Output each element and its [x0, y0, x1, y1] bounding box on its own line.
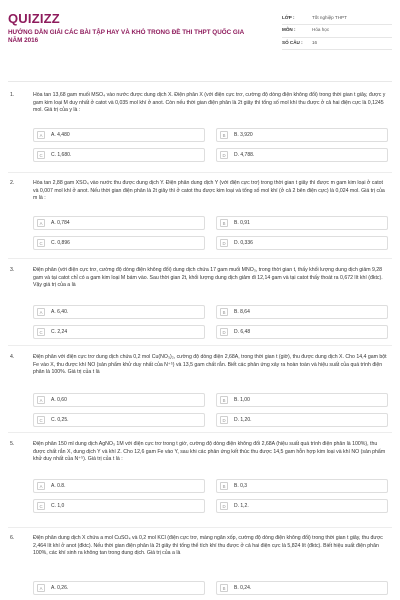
option-text: D. 1,20. — [234, 417, 252, 423]
option-text: D. 6,48 — [234, 329, 251, 335]
question-divider — [8, 432, 392, 433]
question-number: 2. — [10, 180, 15, 186]
option-letter: A — [37, 396, 45, 404]
meta-label: MÔN : — [282, 27, 296, 33]
question-number: 1. — [10, 92, 15, 98]
option-text: B. 0,91 — [234, 220, 250, 226]
option-text: A. 0,784 — [51, 220, 70, 226]
option-a[interactable] — [33, 128, 205, 142]
option-text: D. 1,2. — [234, 503, 249, 509]
option-c[interactable] — [33, 236, 205, 250]
option-c[interactable] — [33, 148, 205, 162]
option-d[interactable] — [216, 413, 388, 427]
option-b[interactable] — [216, 581, 388, 595]
question-number: 3. — [10, 267, 15, 273]
meta-row-subject — [282, 25, 392, 37]
option-text: C. 1,0 — [51, 503, 65, 509]
option-text: A. 6,40. — [51, 309, 69, 315]
option-text: C. 0,25. — [51, 417, 69, 423]
question-divider — [8, 172, 392, 173]
option-b[interactable] — [216, 216, 388, 230]
option-text: D. 4,788. — [234, 152, 255, 158]
option-a[interactable] — [33, 479, 205, 493]
option-a[interactable] — [33, 305, 205, 319]
option-text: B. 0,24. — [234, 585, 252, 591]
question-text: Điện phân 150 ml dung dịch AgNO₃ 1M với điện cực trơ trong t giờ, cường độ dòng điện không đổi 2,68A (hiệu suất quá trình điện phân là 100%), thu được chất rắn X, dung dịch Y và khí Z. Cho 12,6 gam Fe vào Y, sau khi các phản ứng kết thúc thu được 14,5 gam hỗn hợp kim loại và khí NO (sản phẩm khử duy nhất của N⁺⁵). Giá trị của t là : — [33, 441, 386, 463]
option-text: A. 0,26. — [51, 585, 69, 591]
option-letter: C — [37, 416, 45, 424]
meta-value: 16 — [312, 39, 318, 45]
option-letter: D — [220, 328, 228, 336]
option-c[interactable] — [33, 325, 205, 339]
option-letter: C — [37, 328, 45, 336]
question-number: 5. — [10, 441, 15, 447]
option-b[interactable] — [216, 393, 388, 407]
meta-row-count — [282, 38, 392, 50]
option-a[interactable] — [33, 581, 205, 595]
quizizz-logo: QUIZIZZ — [8, 11, 60, 26]
option-text: A. 0,60 — [51, 397, 67, 403]
option-letter: A — [37, 131, 45, 139]
option-letter: A — [37, 219, 45, 227]
question-divider — [8, 527, 392, 528]
option-letter: B — [220, 584, 228, 592]
option-letter: D — [220, 151, 228, 159]
option-letter: D — [220, 416, 228, 424]
question-text: Hòa tan 2,88 gam XSO₄ vào nước thu được dung dịch Y. Điện phân dung dịch Y (với điện cực trơ) trong thời gian t giây thì được m gam kim loại ở catot và 0,007 mol khí ở anot. Nếu thời gian điện phân là 2t giây thì ở catot thu được kim loại và tổng số mol khí (ở cả 2 bên điện cực) là 0,024 mol. Giá trị của m là : — [33, 180, 385, 202]
option-d[interactable] — [216, 148, 388, 162]
option-b[interactable] — [216, 479, 388, 493]
option-text: D. 0,336 — [234, 240, 253, 246]
meta-value: Tốt nghiệp THPT — [312, 15, 347, 20]
option-text: C. 0,896 — [51, 240, 70, 246]
header-divider — [8, 81, 392, 82]
option-d[interactable] — [216, 236, 388, 250]
option-letter: D — [220, 239, 228, 247]
option-text: A. 0.8. — [51, 483, 66, 489]
option-text: B. 8,64 — [234, 309, 250, 315]
option-b[interactable] — [216, 128, 388, 142]
option-letter: C — [37, 239, 45, 247]
option-letter: A — [37, 308, 45, 316]
meta-label: SỐ CÂU : — [282, 39, 303, 45]
option-text: C. 1,680. — [51, 152, 72, 158]
meta-value: Hóa học — [312, 27, 330, 33]
page-title: HƯỚNG DẪN GIẢI CÁC BÀI TẬP HAY VÀ KHÓ TRONG ĐỀ THI THPT QUỐC GIA NĂM 2016 — [8, 29, 244, 45]
option-letter: B — [220, 131, 228, 139]
option-c[interactable] — [33, 499, 205, 513]
option-letter: B — [220, 482, 228, 490]
option-letter: C — [37, 502, 45, 510]
worksheet-meta — [282, 13, 392, 50]
option-letter: B — [220, 219, 228, 227]
worksheet-header — [0, 0, 400, 70]
option-letter: D — [220, 502, 228, 510]
option-text: A. 4,480 — [51, 132, 70, 138]
option-a[interactable] — [33, 393, 205, 407]
question-text: Điện phân với điện cực trơ dung dịch chứa 0,2 mol Cu(NO₃)₂, cường độ dòng điện 2,68A, trong thời gian t (giờ), thu được dung dịch X. Cho 14,4 gam bột Fe vào X, thu được khí NO (sản phẩm khử duy nhất của N⁺⁵) và 13,5 gam chất rắn. Biết các phản ứng xảy ra hoàn toàn và hiệu suất của quá trình điện phân là 100%. Giá trị của t là — [33, 354, 387, 376]
meta-row-class — [282, 13, 392, 25]
question-divider — [8, 345, 392, 346]
question-divider — [8, 258, 392, 259]
option-text: B. 0,3 — [234, 483, 248, 489]
question-number: 4. — [10, 354, 15, 360]
option-letter: A — [37, 482, 45, 490]
option-text: B. 1,00 — [234, 397, 250, 403]
question-text: Hòa tan 13,68 gam muối MSO₄ vào nước được dung dịch X. Điện phân X (với điện cực trơ, cường độ dòng điện không đổi) trong thời gian t giây, được y gam kim loại M duy nhất ở catot và 0,035 mol khí ở anot. Còn nếu thời gian điện phân là 2t giây thì tổng số mol khí thu được ở cả hai điện cực là 0,1245 mol. Giá trị của y là : — [33, 92, 386, 114]
question-text: Điện phân (với điện cực trơ, cường độ dòng điện không đổi) dung dịch chứa 17 gam muối MNO₃, trong thời gian t, thấy khối lượng dung dịch giảm 9,28 gam và tại catot chỉ có a gam kim loại M bám vào. Sau thời gian 2t, khối lượng dung dịch giảm đi 12,14 gam và tại catot thấy thoát ra 0,672 lít khí (đktc). Vậy giá trị của a là — [33, 267, 383, 289]
meta-label: LỚP : — [282, 15, 295, 20]
option-a[interactable] — [33, 216, 205, 230]
question-number: 6. — [10, 535, 15, 541]
option-letter: B — [220, 308, 228, 316]
option-text: C. 2,24 — [51, 329, 68, 335]
option-c[interactable] — [33, 413, 205, 427]
option-letter: B — [220, 396, 228, 404]
option-d[interactable] — [216, 499, 388, 513]
option-b[interactable] — [216, 305, 388, 319]
question-text: Điện phân dung dịch X chứa a mol CuSO₄ và 0,2 mol KCl (điện cực trơ, màng ngăn xốp, cường độ dòng điện không đổi) trong thời gian t giây, thu được 2,464 lít khí ở anot (đktc). Nếu thời gian điện phân là 2t giây thì tổng thể tích khí thu được ở cả hai điện cực là 5,824 lít (đktc). Biết hiệu suất điện phân 100%, các khí sinh ra không tan trong dung dịch. Giá trị của a là — [33, 535, 383, 557]
option-letter: C — [37, 151, 45, 159]
option-letter: A — [37, 584, 45, 592]
option-d[interactable] — [216, 325, 388, 339]
option-text: B. 3,920 — [234, 132, 253, 138]
